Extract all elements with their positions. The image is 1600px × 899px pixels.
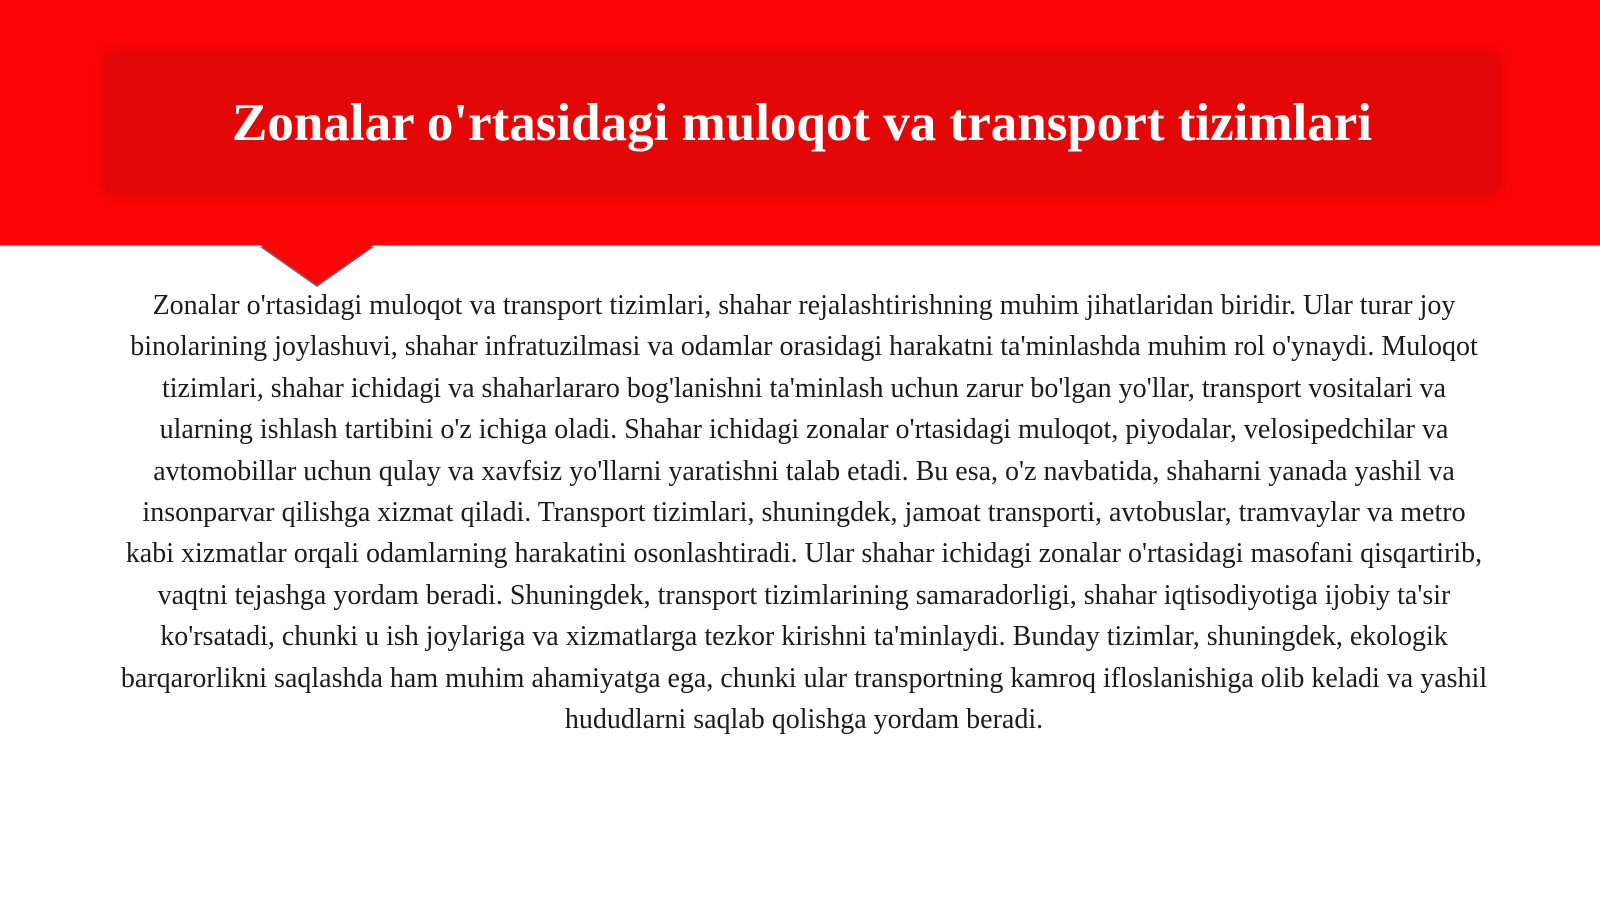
slide-body-text: Zonalar o'rtasidagi muloqot va transport tizimlari, shahar rejalashtirishning muhim jihatlaridan biridir. Ular turar joy binolarining joylashuvi, shahar infratuzilmasi va odamlar orasidagi harakatni ta'minlashda muhim rol o'ynaydi. Muloqot tizimlari, shahar ichidagi va shaharlararo bog'lanishni ta'minlash uchun zarur bo'lgan yo'llar, transport vositalari va ularning ishlash tartibini o'z ichiga oladi. Shahar ichidagi zonalar o'rtasidagi muloqot, piyodalar, velosipedchilar va avtomobillar uchun qulay va xavfsiz yo'llarni yaratishni talab etadi. Bu esa, o'z navbatida, shaharni yanada yashil va insonparvar qilishga xizmat qiladi. Transport tizimlari, shuningdek, jamoat transporti, avtobuslar, tramvaylar va metro kabi xizmatlar orqali odamlarning harakatini osonlashtiradi. Ular shahar ichidagi zonalar o'rtasidagi masofani qisqartirib, vaqtni tejashga yordam beradi. Shuningdek, transport tizimlarining samaradorligi, shahar iqtisodiyotiga ijobiy ta'sir ko'rsatadi, chunki u ish joylariga va xizmatlarga tezkor kirishni ta'minlaydi. Bunday tizimlar, shuningdek, ekologik barqarorlikni saqlashda ham muhim ahamiyatga ega, chunki ular transportning kamroq ifloslanishiga olib keladi va yashil hududlarni saqlab qolishga yordam beradi. <box>120 290 1488 736</box>
header-pointer-shape <box>260 245 374 285</box>
slide-title: Zonalar o'rtasidagi muloqot va transport tizimlari <box>232 93 1372 152</box>
title-panel <box>106 54 1498 192</box>
